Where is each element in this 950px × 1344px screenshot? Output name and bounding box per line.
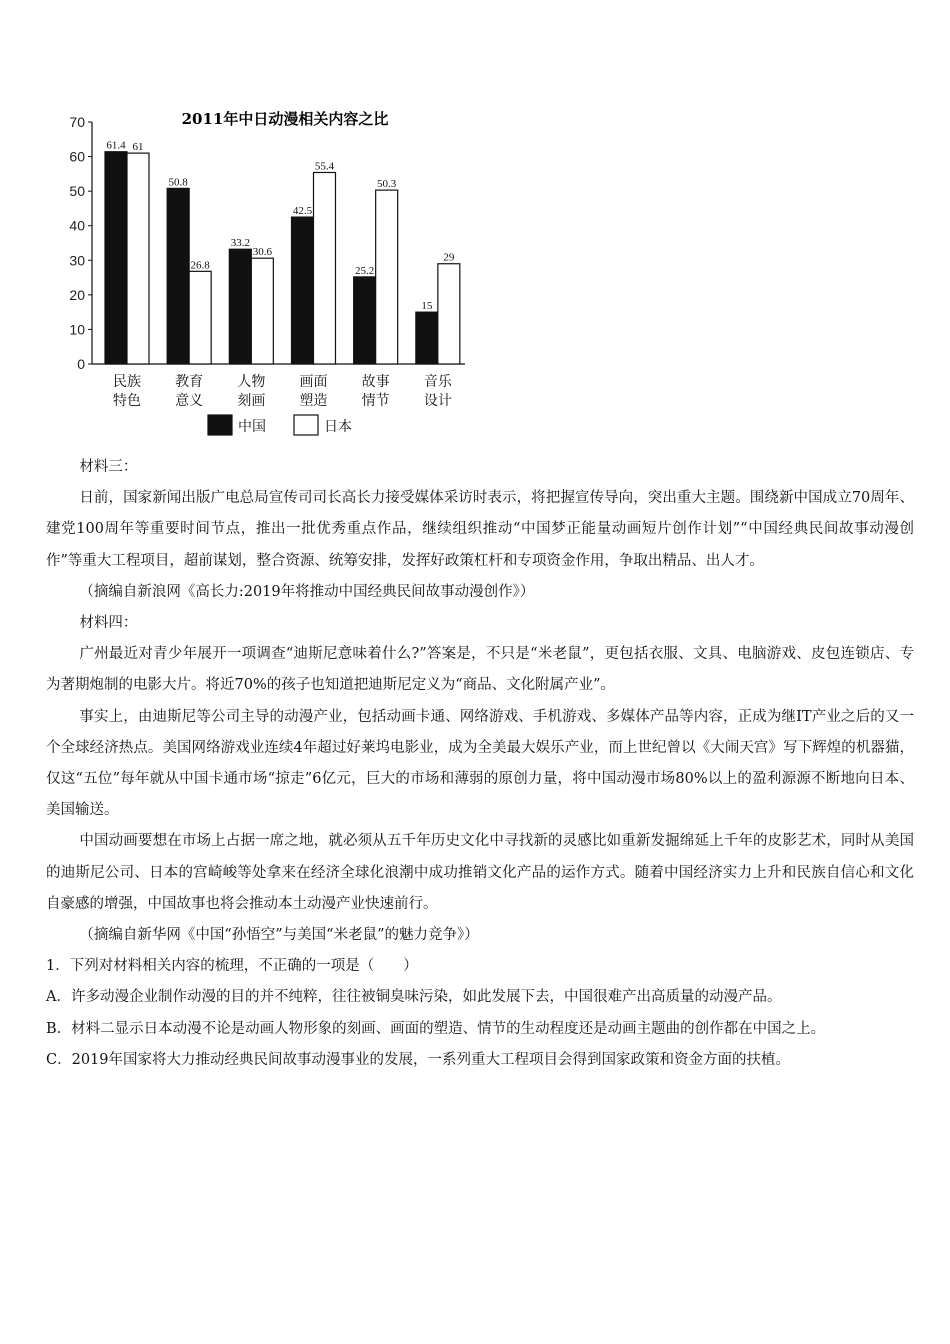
x-tick-label: 刻画: [237, 393, 266, 409]
x-tick-label: 设计: [423, 393, 452, 409]
article-body: [46, 452, 914, 1076]
bar: [314, 172, 336, 364]
bar: [292, 217, 314, 364]
y-tick-label: 0: [77, 356, 85, 372]
question-stem: 1．下列对材料相关内容的梳理，不正确的一项是（ ）: [46, 958, 418, 975]
data-label: 33.2: [230, 237, 250, 250]
material4-label: 材料四：: [79, 615, 138, 632]
data-label: 30.6: [252, 246, 272, 259]
y-tick-label: 40: [69, 217, 85, 234]
bar: [189, 271, 211, 364]
option-a[interactable]: A．许多动漫企业制作动漫的目的并不纯粹，往往被铜臭味污染，如此发展下去，中国很难产出高质量的动漫产品。: [46, 989, 782, 1006]
material3-label: 材料三：: [79, 459, 138, 475]
bar: [167, 188, 189, 364]
x-tick-label: 民族: [113, 374, 141, 390]
data-label: 25.2: [355, 264, 375, 277]
x-tick-label: 故事: [361, 374, 390, 390]
option-c[interactable]: C．2019年国家将大力推动经典民间故事动漫事业的发展，一系列重大工程项目会得到国家政策和资金方面的扶植。: [46, 1051, 790, 1068]
x-tick-label: 教育: [175, 374, 204, 390]
x-tick-label: 音乐: [423, 374, 452, 390]
x-tick-label: 意义: [175, 393, 204, 409]
data-label: 61: [132, 141, 144, 154]
bar: [354, 277, 376, 364]
material4-source: （摘编自新华网《中国“孙悟空”与美国“米老鼠”的魅力竞争》）: [79, 927, 479, 944]
bar: [376, 190, 398, 364]
data-label: 50.8: [168, 176, 188, 189]
material4-paragraph-2: 事实上，由迪斯尼等公司主导的动漫产业，包括动画卡通、网络游戏、手机游戏、多媒体产品等内容，正成为继IT产业之后的又一个全球经济热点。美国网络游戏业连续4年超过好莱坞电影业，成为全美最大娱乐产业，而上世纪曾以《大闹天宫》写下辉煌的机器猫，仅这“五位”每年就从中国卡通市场“掠走”6亿元，巨大的市场和薄弱的原创力量，将中国动漫市场80%以上的盈利源源不断地向日本、美国输送。: [46, 708, 914, 819]
data-label: 61.4: [106, 139, 126, 152]
data-label: 26.8: [190, 259, 210, 272]
material3-source: （摘编自新浪网《高长力:2019年将推动中国经典民间故事动漫创作》）: [79, 583, 535, 600]
y-tick-label: 60: [69, 148, 85, 165]
legend-label: 日本: [324, 419, 352, 435]
material3-paragraph: 日前，国家新闻出版广电总局宣传司司长高长力接受媒体采访时表示，将把握宣传导向，突出重大主题。围绕新中国成立70周年、建党100周年等重要时间节点，推出一批优秀重点作品，继续组织推动“中国梦正能量动画短片创作计划”“中国经典民间故事动漫创作”等重大工程项目，超前谋划，整合资源、统筹安排，发挥好政策杠杆和专项资金作用，争取出精品、出人才。: [46, 490, 914, 569]
x-tick-label: 人物: [237, 374, 266, 390]
bar: [229, 249, 251, 364]
bar: [105, 152, 127, 364]
legend-swatch: [294, 415, 318, 435]
y-tick-label: 50: [69, 183, 85, 200]
option-b[interactable]: B．材料二显示日本动漫不论是动画人物形象的刻画、画面的塑造、情节的生动程度还是动画主题曲的创作都在中国之上。: [46, 1020, 826, 1037]
x-tick-label: 特色: [113, 393, 141, 409]
y-tick-label: 30: [69, 252, 85, 269]
bar: [251, 258, 273, 364]
material4-paragraph-3: 中国动画要想在市场上占据一席之地，就必须从五千年历史文化中寻找新的灵感比如重新发掘绵延上千年的皮影艺术，同时从美国的迪斯尼公司、日本的宫崎峻等处拿来在经济全球化浪潮中成功推销文化产品的运作方式。随着中国经济实力上升和民族自信心和文化自豪感的增强，中国故事也将会推动本土动漫产业快速前行。: [46, 833, 914, 912]
x-tick-label: 画面: [299, 374, 328, 390]
bar: [438, 264, 460, 364]
data-label: 55.4: [314, 160, 335, 173]
data-label: 50.3: [377, 178, 397, 191]
y-tick-label: 10: [69, 321, 85, 338]
legend-label: 中国: [238, 419, 266, 435]
y-tick-label: 20: [69, 286, 85, 303]
chart-title: 2011年中日动漫相关内容之比: [181, 110, 389, 128]
legend-swatch: [208, 415, 232, 435]
x-tick-label: 情节: [361, 393, 390, 409]
data-label: 42.5: [292, 205, 313, 218]
data-label: 15: [421, 300, 433, 313]
bar: [127, 153, 149, 364]
x-tick-label: 塑造: [299, 393, 328, 409]
data-label: 29: [443, 251, 455, 264]
bar-chart: [40, 100, 480, 445]
y-tick-label: 70: [69, 114, 85, 130]
bar: [416, 312, 438, 364]
material4-paragraph-1: 广州最近对青少年展开一项调查“迪斯尼意味着什么?”答案是，不只是“米老鼠”，更包括衣服、文具、电脑游戏、皮包连锁店、专为著期炮制的电影大片。将近70%的孩子也知道把迪斯尼定义为“商品、文化附属产业”。: [46, 646, 914, 694]
